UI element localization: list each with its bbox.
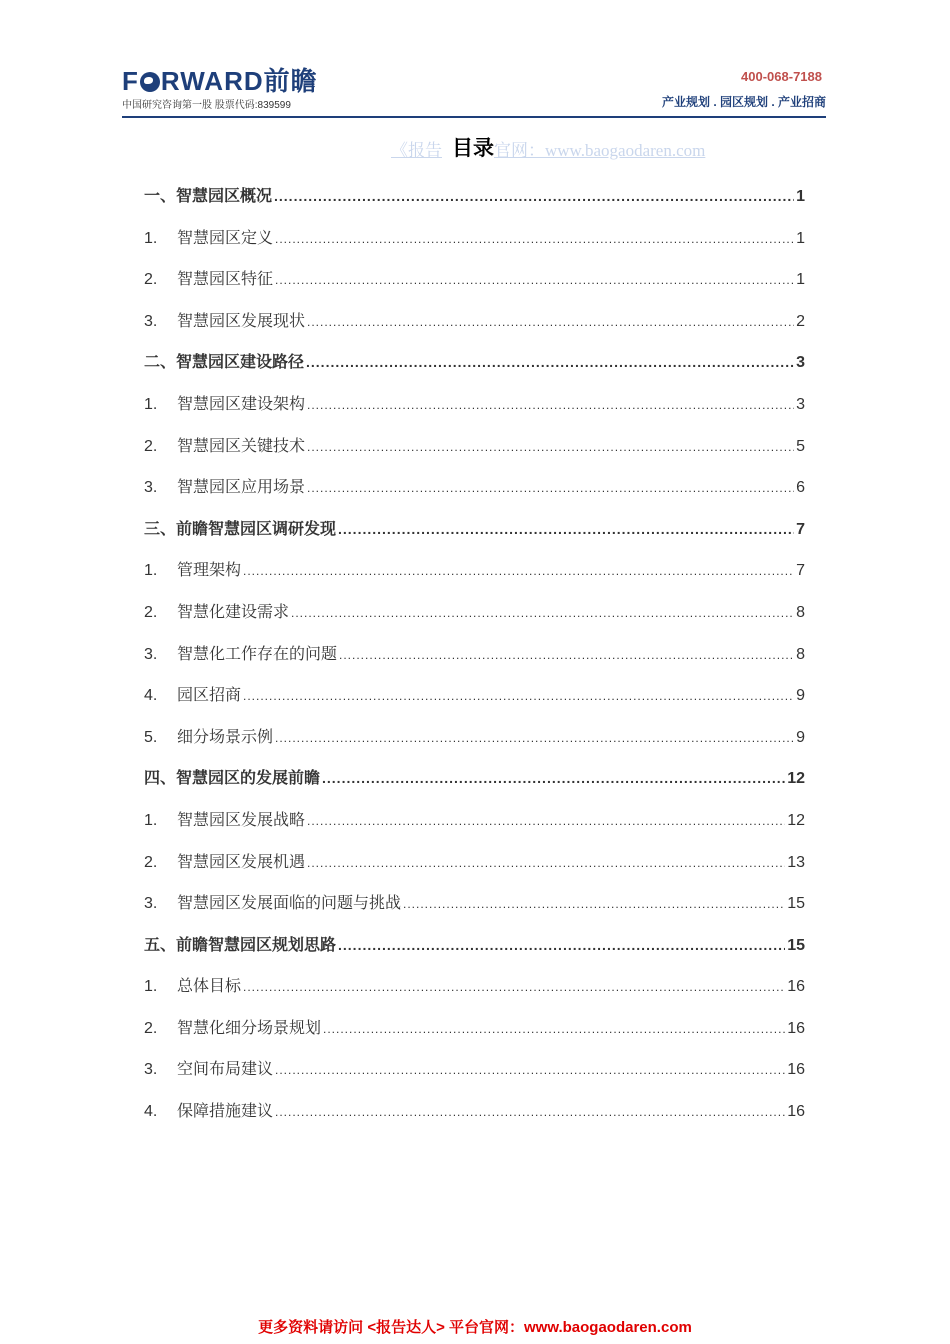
toc-entry-label: 一、智慧园区概况 bbox=[144, 188, 273, 205]
toc-entry-label: 智慧园区关键技术 bbox=[177, 437, 306, 455]
toc-entry-number: 1. bbox=[144, 229, 158, 247]
toc-entry-number: 3. bbox=[144, 479, 158, 497]
toc-entry-page: 8 bbox=[796, 645, 805, 663]
toc-entry[interactable] bbox=[144, 883, 805, 925]
toc-entry-page: 16 bbox=[787, 978, 805, 996]
toc-entry-number: 1. bbox=[144, 562, 158, 580]
toc-entry-page: 9 bbox=[796, 728, 805, 746]
toc-entry-page: 7 bbox=[796, 562, 805, 580]
toc-leader-dots bbox=[338, 925, 785, 967]
toc-entry-number: 2. bbox=[144, 271, 158, 289]
phone-number: 400-068-7188 bbox=[741, 69, 822, 84]
toc-entry[interactable] bbox=[144, 301, 805, 343]
toc-entry[interactable] bbox=[144, 1049, 805, 1091]
toc-entry-page: 16 bbox=[787, 1103, 805, 1121]
toc-entry-page: 1 bbox=[796, 229, 805, 247]
toc-entry-label: 智慧化细分场景规划 bbox=[177, 1019, 322, 1037]
toc-entry-label: 智慧园区定义 bbox=[177, 229, 274, 247]
toc-entry-label: 三、前瞻智慧园区调研发现 bbox=[144, 520, 337, 538]
toc-leader-dots bbox=[275, 260, 794, 302]
toc-leader-dots bbox=[275, 1050, 785, 1092]
toc-entry[interactable] bbox=[144, 259, 805, 301]
toc-leader-dots bbox=[307, 843, 785, 885]
toc-entry[interactable] bbox=[144, 342, 805, 384]
toc-entry-label: 空间布局建议 bbox=[177, 1061, 274, 1079]
toc-leader-dots bbox=[274, 176, 794, 218]
toc-entry-page: 1 bbox=[796, 188, 805, 205]
toc-leader-dots bbox=[243, 676, 794, 718]
toc-entry-number: 1. bbox=[144, 811, 158, 829]
toc-entry[interactable] bbox=[144, 634, 805, 676]
toc-entry-page: 2 bbox=[796, 312, 805, 330]
toc-entry[interactable] bbox=[144, 426, 805, 468]
toc-entry-label: 智慧化工作存在的问题 bbox=[177, 645, 338, 663]
toc-entry-number: 2. bbox=[144, 853, 158, 871]
toc-entry[interactable] bbox=[144, 509, 805, 551]
toc-leader-dots bbox=[243, 551, 794, 593]
toc-entry[interactable] bbox=[144, 966, 805, 1008]
toc-entry-page: 7 bbox=[796, 520, 805, 538]
toc-entry-label: 总体目标 bbox=[177, 978, 242, 996]
toc-leader-dots bbox=[339, 635, 794, 677]
toc-entry-page: 13 bbox=[787, 853, 805, 871]
toc-entry-page: 16 bbox=[787, 1061, 805, 1079]
toc-entry-page: 8 bbox=[796, 603, 805, 621]
toc-leader-dots bbox=[307, 302, 794, 344]
globe-icon bbox=[140, 72, 160, 92]
toc-entry[interactable] bbox=[144, 384, 805, 426]
toc-entry-number: 3. bbox=[144, 645, 158, 663]
toc-entry-label: 智慧园区发展机遇 bbox=[177, 853, 306, 871]
toc-leader-dots bbox=[291, 593, 794, 635]
watermark: 《报告 官网：www.baogaodaren.com bbox=[391, 141, 706, 160]
toc-entry-label: 智慧园区应用场景 bbox=[177, 479, 306, 497]
toc-entry-page: 12 bbox=[787, 770, 805, 788]
toc-entry-label: 细分场景示例 bbox=[177, 728, 274, 746]
toc-leader-dots bbox=[307, 801, 785, 843]
toc-entry[interactable] bbox=[144, 717, 805, 759]
toc-entry-label: 智慧园区发展现状 bbox=[177, 312, 306, 330]
toc-entry-label: 园区招商 bbox=[177, 687, 242, 705]
toc-entry-page: 12 bbox=[787, 811, 805, 829]
toc-entry-label: 二、智慧园区建设路径 bbox=[144, 354, 305, 372]
toc-entry-label: 四、智慧园区的发展前瞻 bbox=[144, 770, 321, 788]
toc-leader-dots bbox=[307, 468, 794, 510]
toc-entry-number: 2. bbox=[144, 1019, 158, 1037]
toc-entry-label: 智慧园区建设架构 bbox=[177, 395, 306, 413]
toc-leader-dots bbox=[307, 427, 794, 469]
toc-leader-dots bbox=[323, 1009, 785, 1051]
toc-leader-dots bbox=[307, 385, 794, 427]
toc-entry-page: 3 bbox=[796, 354, 805, 372]
toc-entry[interactable] bbox=[144, 800, 805, 842]
toc-entry[interactable] bbox=[144, 218, 805, 260]
toc-leader-dots bbox=[338, 509, 794, 551]
logo-tagline: 中国研究咨询第一股 股票代码:839599 bbox=[122, 100, 291, 111]
toc-entry-page: 3 bbox=[796, 395, 805, 413]
toc-entry-label: 管理架构 bbox=[177, 562, 242, 580]
toc-entry-number: 2. bbox=[144, 437, 158, 455]
toc-leader-dots bbox=[322, 758, 785, 800]
toc-entry-number: 1. bbox=[144, 395, 158, 413]
toc-entry[interactable] bbox=[144, 592, 805, 634]
toc-entry-label: 保障措施建议 bbox=[177, 1103, 274, 1121]
watermark-url: www.baogaodaren.com bbox=[545, 141, 706, 160]
toc-entry-page: 6 bbox=[796, 479, 805, 497]
toc-entry-label: 智慧园区发展面临的问题与挑战 bbox=[177, 895, 402, 913]
toc-entry[interactable] bbox=[144, 467, 805, 509]
toc-title: 目录 bbox=[452, 137, 494, 160]
header-divider bbox=[122, 116, 826, 118]
toc-entry[interactable] bbox=[144, 842, 805, 884]
toc-leader-dots bbox=[306, 342, 794, 384]
toc-entry-number: 3. bbox=[144, 1061, 158, 1079]
toc-leader-dots bbox=[403, 884, 785, 926]
toc-entry-label: 智慧化建设需求 bbox=[177, 603, 290, 621]
forward-logo: F RWARD前瞻 bbox=[122, 66, 318, 96]
toc-entry-number: 5. bbox=[144, 728, 158, 746]
toc-entry-page: 5 bbox=[796, 437, 805, 455]
toc-leader-dots bbox=[275, 1092, 785, 1134]
toc-entry-page: 15 bbox=[787, 936, 805, 954]
toc-leader-dots bbox=[243, 967, 785, 1009]
toc-entry-number: 3. bbox=[144, 895, 158, 913]
toc-entry-number: 4. bbox=[144, 687, 158, 705]
toc-entry-page: 9 bbox=[796, 687, 805, 705]
toc-entry-number: 3. bbox=[144, 312, 158, 330]
toc-leader-dots bbox=[275, 219, 794, 261]
page-header bbox=[122, 66, 826, 118]
toc-entry[interactable] bbox=[144, 176, 805, 218]
footer-link[interactable]: 更多资料请访问 <报告达人> 平台官网：www.baogaodaren.com bbox=[258, 1319, 692, 1336]
toc-entry-number: 1. bbox=[144, 978, 158, 996]
toc-entry-number: 2. bbox=[144, 603, 158, 621]
toc-entry[interactable] bbox=[144, 675, 805, 717]
toc-entry-page: 16 bbox=[787, 1019, 805, 1037]
toc-entry-page: 1 bbox=[796, 271, 805, 289]
toc-entry-label: 智慧园区发展战略 bbox=[177, 811, 306, 829]
toc-entry-page: 15 bbox=[787, 895, 805, 913]
toc-entry-label: 五、前瞻智慧园区规划思路 bbox=[144, 936, 337, 954]
toc-entry-label: 智慧园区特征 bbox=[177, 271, 274, 289]
table-of-contents bbox=[144, 176, 805, 1133]
toc-entry[interactable] bbox=[144, 1091, 805, 1133]
toc-entry[interactable] bbox=[144, 925, 805, 967]
toc-entry-number: 4. bbox=[144, 1103, 158, 1121]
toc-entry[interactable] bbox=[144, 550, 805, 592]
toc-entry[interactable] bbox=[144, 758, 805, 800]
toc-entry[interactable] bbox=[144, 1008, 805, 1050]
toc-leader-dots bbox=[275, 718, 794, 760]
header-slogan: 产业规划 . 园区规划 . 产业招商 bbox=[661, 95, 826, 109]
